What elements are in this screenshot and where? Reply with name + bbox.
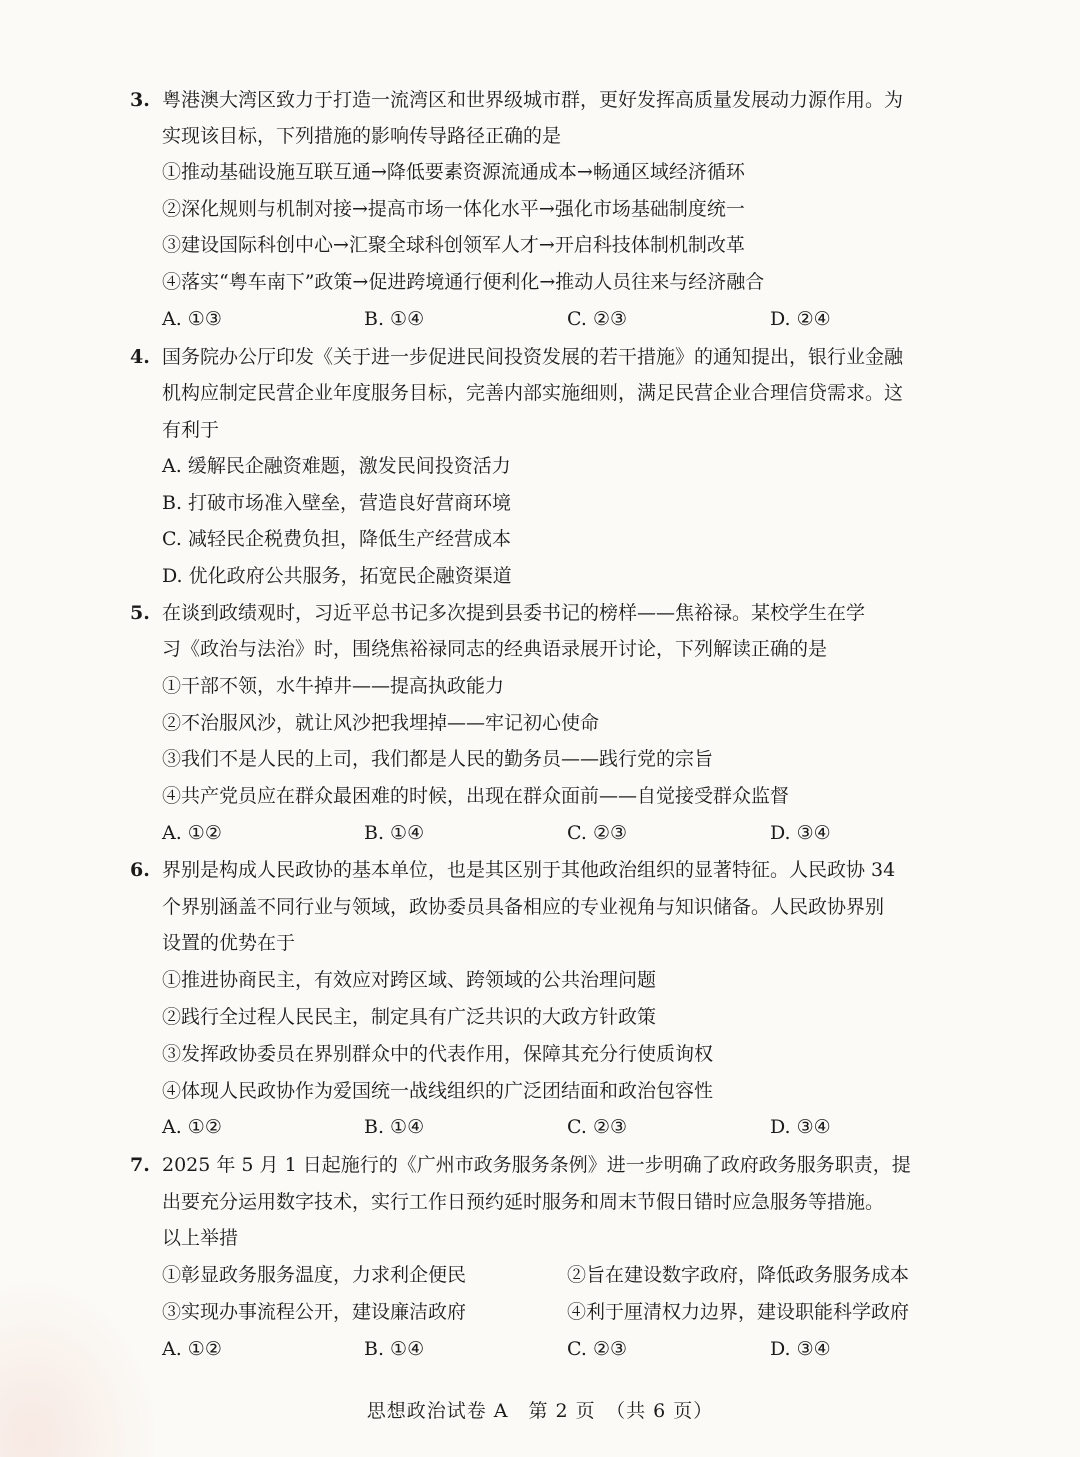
q5-item-1: ①干部不领，水牛掉井——提高执政能力 xyxy=(162,675,505,697)
q5-item-2: ②不治服风沙，就让风沙把我埋掉——牢记初心使命 xyxy=(162,712,600,734)
q7-option-d[interactable]: D. ③④ xyxy=(770,1338,831,1360)
q3-item-2: ②深化规则与机制对接→提高市场一体化水平→强化市场基础制度统一 xyxy=(162,198,745,220)
q6-stem-line1: 6. 界别是构成人民政协的基本单位，也是其区别于其他政治组织的显著特征。人民政协 34 xyxy=(130,859,896,881)
q6-option-b[interactable]: B. ①④ xyxy=(364,1116,425,1138)
q7-item-4: ④利于厘清权力边界，建设职能科学政府 xyxy=(567,1301,910,1323)
q7-item-2: ②旨在建设数字政府，降低政务服务成本 xyxy=(567,1264,910,1286)
q3-option-d[interactable]: D. ②④ xyxy=(770,308,831,330)
q7-stem-line1: 7. 2025 年 5 月 1 日起施行的《广州市政务服务条例》进一步明确了政府政务服务职责，提 xyxy=(130,1154,911,1176)
q4-option-a[interactable]: A. 缓解民企融资难题，激发民间投资活力 xyxy=(162,455,511,477)
paper-stain xyxy=(0,1277,160,1457)
q7-stem-line2: 出要充分运用数字技术，实行工作日预约延时服务和周末节假日错时应急服务等措施。 xyxy=(162,1191,885,1213)
q3-item-4: ④落实“粤车南下”政策→促进跨境通行便利化→推动人员往来与经济融合 xyxy=(162,271,765,293)
q5-stem-line1: 5. 在谈到政绩观时，习近平总书记多次提到县委书记的榜样——焦裕禄。某校学生在学 xyxy=(130,602,866,624)
q4-stem-line1: 4. 国务院办公厅印发《关于进一步促进民间投资发展的若干措施》的通知提出，银行业金融 xyxy=(130,346,904,368)
q6-option-c[interactable]: C. ②③ xyxy=(567,1116,628,1138)
q4-option-d[interactable]: D. 优化政府公共服务，拓宽民企融资渠道 xyxy=(162,565,512,587)
q6-item-3: ③发挥政协委员在界别群众中的代表作用，保障其充分行使质询权 xyxy=(162,1043,714,1065)
q3-number: 3. xyxy=(130,89,150,111)
q6-option-d[interactable]: D. ③④ xyxy=(770,1116,831,1138)
q5-number: 5. xyxy=(130,602,150,624)
q6-number: 6. xyxy=(130,859,150,881)
q3-item-3: ③建设国际科创中心→汇聚全球科创领军人才→开启科技体制机制改革 xyxy=(162,234,745,256)
q5-item-4: ④共产党员应在群众最困难的时候，出现在群众面前——自觉接受群众监督 xyxy=(162,785,790,807)
q5-option-d[interactable]: D. ③④ xyxy=(770,822,831,844)
q4-number: 4. xyxy=(130,346,150,368)
q7-option-c[interactable]: C. ②③ xyxy=(567,1338,628,1360)
q7-option-a[interactable]: A. ①② xyxy=(162,1338,222,1360)
q5-option-b[interactable]: B. ①④ xyxy=(364,822,425,844)
page-footer: 思想政治试卷 A 第 2 页 （共 6 页） xyxy=(366,1400,714,1422)
q7-number: 7. xyxy=(130,1154,150,1176)
q3-stem-line2: 实现该目标，下列措施的影响传导路径正确的是 xyxy=(162,125,562,147)
q5-option-a[interactable]: A. ①② xyxy=(162,822,222,844)
q7-stem-line3: 以上举措 xyxy=(162,1227,239,1249)
q5-item-3: ③我们不是人民的上司，我们都是人民的勤务员——践行党的宗旨 xyxy=(162,748,714,770)
q4-option-c[interactable]: C. 减轻民企税费负担，降低生产经营成本 xyxy=(162,528,511,550)
q3-option-c[interactable]: C. ②③ xyxy=(567,308,628,330)
q3-option-b[interactable]: B. ①④ xyxy=(364,308,425,330)
q4-stem-line3: 有利于 xyxy=(162,419,220,441)
q6-option-a[interactable]: A. ①② xyxy=(162,1116,222,1138)
q6-item-2: ②践行全过程人民民主，制定具有广泛共识的大政方针政策 xyxy=(162,1006,657,1028)
q3-stem-line1: 3. 粤港澳大湾区致力于打造一流湾区和世界级城市群，更好发挥高质量发展动力源作用。为 xyxy=(130,89,904,111)
q7-item-3: ③实现办事流程公开，建设廉洁政府 xyxy=(162,1301,467,1323)
q6-stem-line3: 设置的优势在于 xyxy=(162,932,296,954)
q3-item-1: ①推动基础设施互联互通→降低要素资源流通成本→畅通区域经济循环 xyxy=(162,161,745,183)
q6-item-1: ①推进协商民主，有效应对跨区域、跨领域的公共治理问题 xyxy=(162,969,657,991)
q4-stem-line2: 机构应制定民营企业年度服务目标，完善内部实施细则，满足民营企业合理信贷需求。这 xyxy=(162,382,904,404)
q7-item-1: ①彰显政务服务温度，力求利企便民 xyxy=(162,1264,467,1286)
q7-option-b[interactable]: B. ①④ xyxy=(364,1338,425,1360)
q5-stem-line2: 习《政治与法治》时，围绕焦裕禄同志的经典语录展开讨论，下列解读正确的是 xyxy=(162,638,828,660)
q5-option-c[interactable]: C. ②③ xyxy=(567,822,628,844)
q3-option-a[interactable]: A. ①③ xyxy=(162,308,222,330)
q6-stem-line2: 个界别涵盖不同行业与领域，政协委员具备相应的专业视角与知识储备。人民政协界别 xyxy=(162,896,885,918)
q6-item-4: ④体现人民政协作为爱国统一战线组织的广泛团结面和政治包容性 xyxy=(162,1080,714,1102)
q4-option-b[interactable]: B. 打破市场准入壁垒，营造良好营商环境 xyxy=(162,492,512,514)
